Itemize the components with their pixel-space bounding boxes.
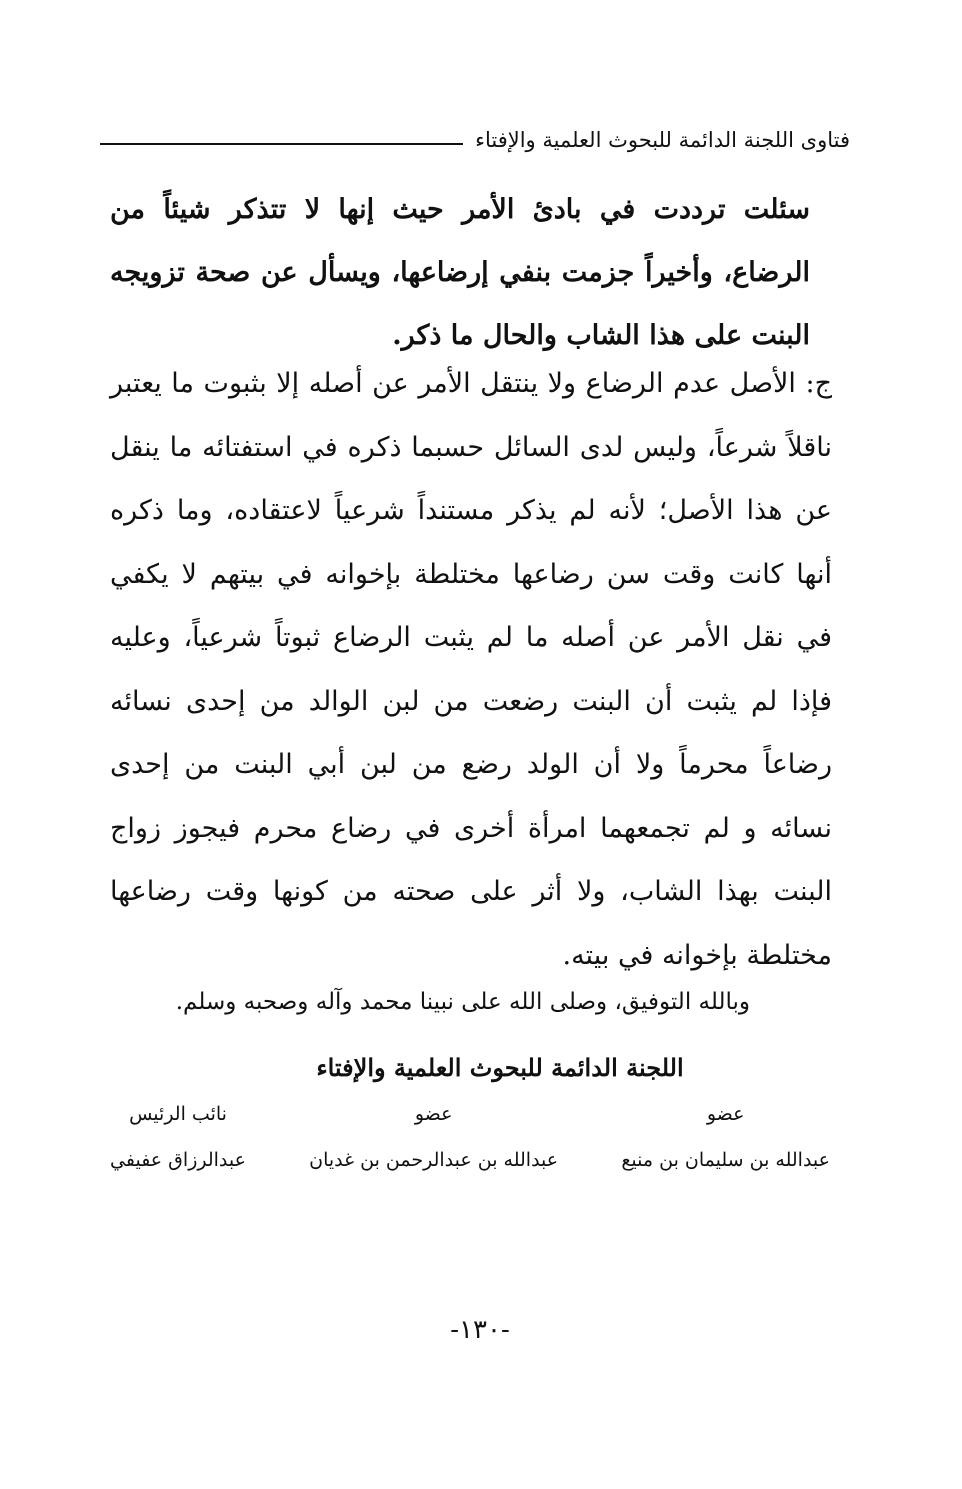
header-rule (100, 143, 463, 145)
signatory-name: عبدالرزاق عفيفي (110, 1149, 246, 1171)
signatory (110, 1098, 246, 1176)
signatory-role: عضو (414, 1103, 453, 1125)
signatories-block (110, 1098, 830, 1176)
answer-paragraph: ج: الأصل عدم الرضاع ولا ينتقل الأمر عن أصله إلا بثبوت ما يعتبر ناقلاً شرعاً، وليس لدى السائل حسبما ذكره في استفتائه ما ينقل عن هذا الأصل؛ لأنه لم يذكر مستنداً شرعياً لاعتقاده، وما ذكره أنها كانت وقت سن رضاعها مختلطة بإخوانه في بيتهم لا يكفي في نقل الأمر عن أصله ما لم يثبت الرضاع ثبوتاً شرعياً، وعليه فإذا لم يثبت أن البنت رضعت من لبن الوالد من إحدى نسائه رضاعاً محرماً ولا أن الولد رضع من لبن أبي البنت من إحدى نسائه و لم تجمعهما امرأة أخرى في رضاع محرم فيجوز زواج البنت بهذا الشاب، ولا أثر على صحته من كونها وقت رضاعها مختلطة بإخوانه في بيته. (110, 368, 832, 971)
signatory (621, 1098, 830, 1176)
closing-line: وبالله التوفيق، وصلى الله على نبينا محمد وآله وصحبه وسلم. (175, 989, 750, 1015)
signatory-role: نائب الرئيس (129, 1103, 227, 1125)
committee-name: اللجنة الدائمة للبحوث العلمية والإفتاء (316, 1053, 684, 1082)
question-paragraph: سئلت ترددت في بادئ الأمر حيث إنها لا تتذكر شيئاً من الرضاع، وأخيراً جزمت بنفي إرضاعها، ويسأل عن صحة تزويجه البنت على هذا الشاب والحال ما ذكر. (110, 194, 810, 351)
signatory-name: عبدالله بن عبدالرحمن بن غديان (309, 1149, 559, 1171)
running-title: فتاوى اللجنة الدائمة للبحوث العلمية والإفتاء (475, 128, 850, 152)
signatory-role: عضو (706, 1103, 745, 1125)
page-number: -١٣٠- (450, 1315, 510, 1345)
running-header (100, 120, 850, 160)
signatory-name: عبدالله بن سليمان بن منيع (621, 1149, 830, 1171)
signatory (309, 1098, 558, 1176)
